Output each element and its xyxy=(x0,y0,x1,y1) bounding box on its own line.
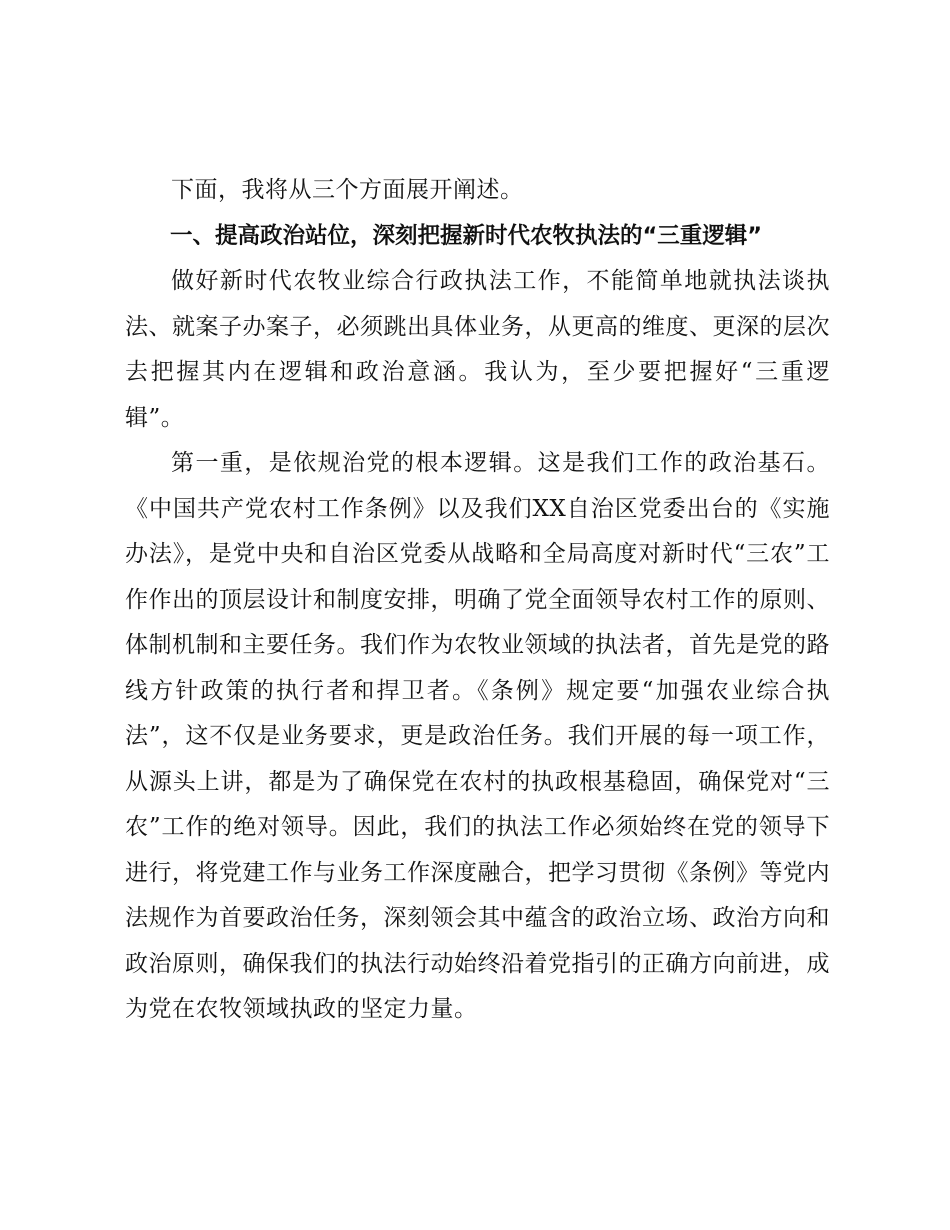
body-paragraph-1: 做好新时代农牧业综合行政执法工作，不能简单地就执法谈执法、就案子办案子，必须跳出具体业务，从更高的维度、更深的层次去把握其内在逻辑和政治意涵。我认为，至少要把握好“三重逻辑”。 xyxy=(125,268,830,431)
document-body xyxy=(125,168,830,1033)
intro-paragraph: 下面，我将从三个方面展开阐述。 xyxy=(171,177,524,203)
body-paragraph-2: 第一重，是依规治党的根本逻辑。这是我们工作的政治基石。《中国共产党农村工作条例》以及我们XX自治区党委出台的《实施办法》，是党中央和自治区党委从战略和全局高度对新时代“三农”工作作出的顶层设计和制度安排，明确了党全面领导农村工作的原则、体制机制和主要任务。我们作为农牧业领域的执法者，首先是党的路线方针政策的执行者和捍卫者。《条例》规定要“加强农业综合执法”，这不仅是业务要求，更是政治任务。我们开展的每一项工作，从源头上讲，都是为了确保党在农村的执政根基稳固，确保党对“三农”工作的绝对领导。因此，我们的执法工作必须始终在党的领导下进行，将党建工作与业务工作深度融合，把学习贯彻《条例》等党内法规作为首要政治任务，深刻领会其中蕴含的政治立场、政治方向和政治原则，确保我们的执法行动始终沿着党指引的正确方向前进，成为党在农牧领域执政的坚定力量。 xyxy=(125,450,830,1022)
section-heading: 一、提高政治站位，深刻把握新时代农牧执法的“三重逻辑” xyxy=(170,222,763,249)
